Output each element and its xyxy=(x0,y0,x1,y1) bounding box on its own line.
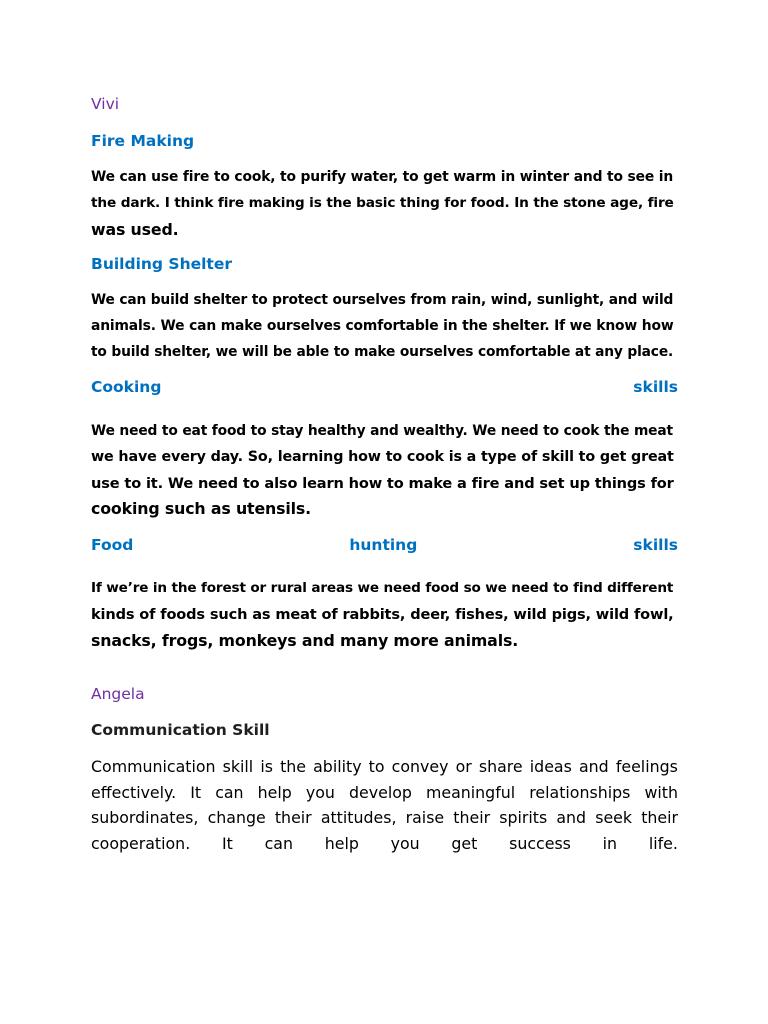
heading-food-hunting-skills xyxy=(91,535,678,555)
heading-fire-making: Fire Making xyxy=(91,132,195,150)
paragraph-line: animals. We can make ourselves comfortable in the shelter. If we know how xyxy=(91,317,674,334)
paragraph-line: cooking such as utensils. xyxy=(91,499,312,519)
paragraph-line: subordinates, change their attitudes, raise their spirits and seek their xyxy=(91,808,678,828)
heading-word: Cooking xyxy=(91,378,162,396)
paragraph-line: effectively. It can help you develop meaningful relationships with xyxy=(91,782,678,802)
heading-word: Food xyxy=(91,536,134,554)
heading-building-shelter: Building Shelter xyxy=(91,255,232,273)
heading-cooking-skills xyxy=(91,377,678,397)
paragraph-line: We can build shelter to protect ourselves from rain, wind, sunlight, and wild xyxy=(91,292,674,308)
paragraph-line: If we’re in the forest or rural areas we need food so we need to find different xyxy=(91,580,674,596)
paragraph-line: was used. xyxy=(91,219,179,239)
paragraph-line: use to it. We need to also learn how to make a fire and set up things for xyxy=(91,474,674,492)
paragraph-line: we have every day. So, learning how to cook is a type of skill to get great xyxy=(91,448,674,465)
heading-communication-skill: Communication Skill xyxy=(91,721,270,739)
heading-word: hunting xyxy=(349,536,418,554)
paragraph-communication-skill xyxy=(91,754,678,856)
paragraph-line: to build shelter, we will be able to make ourselves comfortable at any place. xyxy=(91,343,674,360)
paragraph-line: the dark. I think fire making is the basic thing for food. In the stone age, fire xyxy=(91,194,674,211)
heading-word: skills xyxy=(633,378,678,396)
paragraph-building-shelter xyxy=(91,288,678,365)
paragraph-line: kinds of foods such as meat of rabbits, deer, fishes, wild pigs, wild fowl, xyxy=(91,605,674,623)
paragraph-line: cooperation. It can help you get success in life. xyxy=(91,833,678,853)
paragraph-fire-making xyxy=(91,165,678,242)
author-name-vivi: Vivi xyxy=(91,95,120,113)
paragraph-line: We need to eat food to stay healthy and wealthy. We need to cook the meat xyxy=(91,423,673,439)
paragraph-cooking-skills xyxy=(91,419,678,522)
heading-word: skills xyxy=(633,536,678,554)
paragraph-food-hunting-skills xyxy=(91,576,678,653)
author-name-angela: Angela xyxy=(91,685,145,703)
paragraph-line: We can use fire to cook, to purify water, to get warm in winter and to see in xyxy=(91,169,674,185)
paragraph-line: snacks, frogs, monkeys and many more animals. xyxy=(91,630,519,650)
paragraph-line: Communication skill is the ability to convey or share ideas and feelings xyxy=(91,757,678,776)
